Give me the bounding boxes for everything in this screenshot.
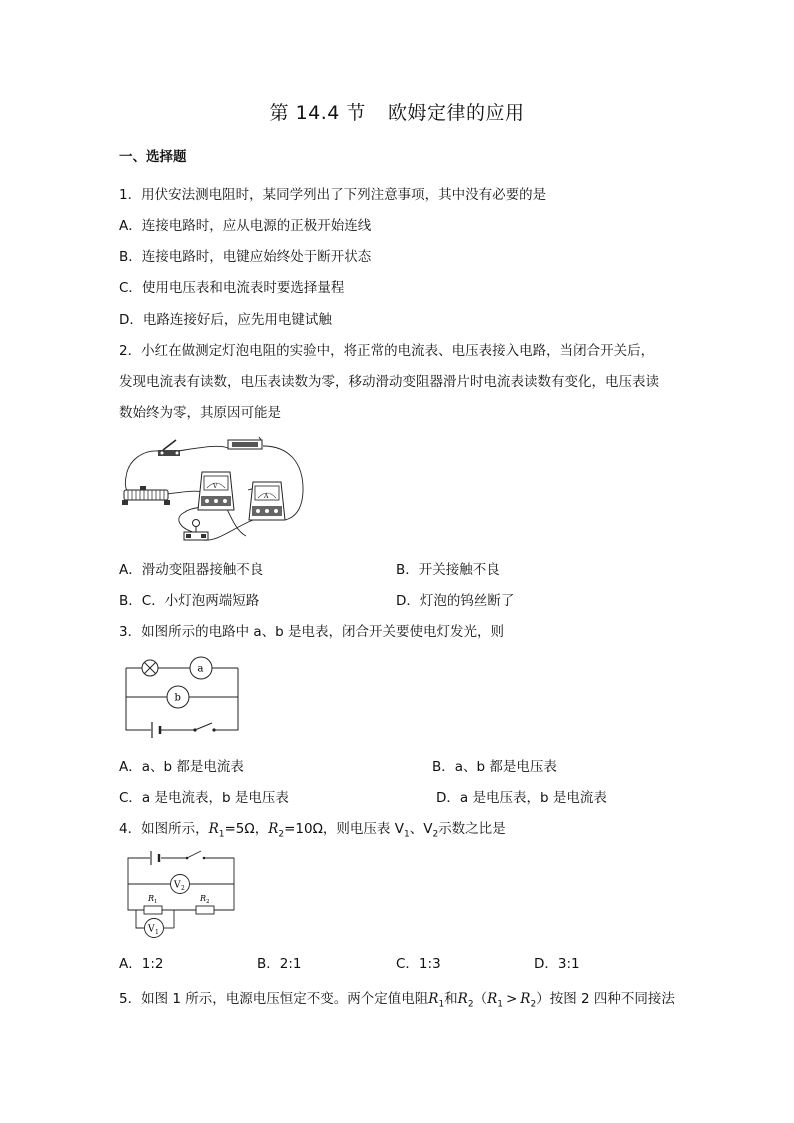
q1-option-d: D．电路连接好后，应先用电键试触	[119, 312, 332, 328]
page-title	[0, 98, 794, 125]
switch-icon	[158, 440, 180, 456]
q2-option-b: B．开关接触不良	[396, 562, 500, 578]
q2-stem-line1: 2．小红在做测定灯泡电阻的实验中，将正常的电流表、电压表接入电路，当闭合开关后，	[119, 343, 655, 359]
q1-option-c: C．使用电压表和电流表时要选择量程	[119, 280, 345, 296]
battery-icon	[151, 851, 159, 865]
v2-label: V	[174, 880, 181, 891]
q5-compare-r1-subscript: 1	[497, 999, 503, 1010]
voltmeter-icon	[198, 472, 234, 510]
v2-label-sub: 2	[181, 885, 185, 892]
resistor-r1-icon	[144, 894, 162, 914]
q1-option-b: B．连接电路时，电键应始终处于断开状态	[119, 249, 372, 265]
q3-option-b: B．a、b 都是电压表	[432, 759, 557, 775]
meter-a-label: a	[197, 663, 204, 675]
q4-v2-subscript: 2	[432, 829, 439, 840]
r1-label: R	[148, 894, 155, 903]
meter-b-icon	[167, 686, 189, 708]
q5-paren-open: （	[473, 991, 488, 1007]
q5-stem-suffix: 按图 2 四种不同接法	[549, 991, 675, 1007]
q4-option-d: D．3:1	[534, 956, 580, 972]
q4-r1-symbol: R	[208, 821, 219, 837]
section-heading: 一、选择题	[119, 149, 187, 165]
voltmeter-v2-icon	[171, 875, 190, 894]
q4-r2-subscript: 2	[278, 829, 285, 840]
q5-compare-r1: R	[487, 991, 498, 1007]
battery-icon	[152, 722, 160, 738]
switch-icon	[186, 851, 206, 859]
switch-icon	[193, 723, 215, 732]
r2-label-sub: 2	[206, 899, 210, 905]
ammeter-icon	[249, 482, 285, 520]
v1-label: V	[148, 924, 155, 935]
q5-compare-r2: R	[520, 991, 531, 1007]
q4-option-a: A．1:2	[119, 956, 164, 972]
q2-option-c: B．C．小灯泡两端短路	[119, 593, 260, 609]
q4-stem-prefix: 4．如图所示，	[119, 821, 209, 837]
q4-r2-value: =10Ω，则电压表 V	[284, 821, 404, 837]
lamp-icon	[142, 660, 158, 676]
q5-compare-r2-subscript: 2	[530, 999, 537, 1010]
ammeter-label: A	[264, 493, 269, 500]
q2-stem-line2: 发现电流表有读数，电压表读数为零，移动滑动变阻器滑片时电流表读数有变化，电压表读	[119, 374, 659, 390]
v1-label-sub: 1	[155, 929, 159, 936]
q1-stem: 1．用伏安法测电阻时，某同学列出了下列注意事项，其中没有必要的是	[119, 187, 547, 203]
r1-label-sub: 1	[154, 899, 158, 905]
q5-r2-symbol: R	[457, 991, 468, 1007]
title-topic: 欧姆定律的应用	[387, 102, 525, 124]
resistor-r2-icon	[196, 894, 214, 914]
q4-v1-subscript: 1	[403, 829, 410, 840]
rheostat-icon	[122, 486, 170, 505]
q4-stem	[119, 820, 506, 844]
q2-option-a: A．滑动变阻器接触不良	[119, 562, 264, 578]
q4-mid: 、V	[409, 821, 433, 837]
q5-and: 和	[444, 991, 458, 1007]
battery-icon	[228, 437, 262, 449]
q5-stem	[119, 990, 675, 1014]
q4-option-c: C．1:3	[396, 956, 441, 972]
title-section: 第 14.4 节	[269, 102, 366, 124]
meter-a-icon	[190, 657, 212, 679]
q2-stem-line3: 数始终为零，其原因可能是	[119, 405, 281, 421]
q4-circuit-figure	[124, 846, 240, 942]
q4-r2-symbol: R	[268, 821, 279, 837]
q5-r2-subscript: 2	[467, 999, 474, 1010]
q3-option-d: D．a 是电压表，b 是电流表	[436, 790, 607, 806]
q3-option-c: C．a 是电流表，b 是电压表	[119, 790, 289, 806]
q5-greater-than: >	[505, 991, 518, 1007]
q3-circuit-figure	[118, 650, 246, 742]
q3-stem: 3．如图所示的电路中 a、b 是电表，闭合开关要使电灯发光，则	[119, 624, 505, 640]
q4-r1-subscript: 1	[218, 829, 225, 840]
meter-b-label: b	[174, 692, 181, 704]
q2-apparatus-figure	[118, 432, 313, 550]
q5-stem-prefix: 5．如图 1 所示，电源电压恒定不变。两个定值电阻	[119, 991, 429, 1007]
q4-option-b: B．2:1	[257, 956, 302, 972]
r2-label: R	[200, 894, 207, 903]
q1-option-a: A．连接电路时，应从电源的正极开始连线	[119, 218, 372, 234]
voltmeter-label: V	[213, 483, 218, 490]
q5-r1-subscript: 1	[438, 999, 445, 1010]
q3-option-a: A．a、b 都是电流表	[119, 759, 244, 775]
q5-r1-symbol: R	[428, 991, 439, 1007]
q4-r1-value: =5Ω，	[224, 821, 269, 837]
voltmeter-v1-icon	[145, 919, 164, 938]
q2-option-d: D．灯泡的钨丝断了	[396, 593, 515, 609]
q5-paren-close: ）	[536, 991, 550, 1007]
q4-stem-suffix: 示数之比是	[438, 821, 506, 837]
